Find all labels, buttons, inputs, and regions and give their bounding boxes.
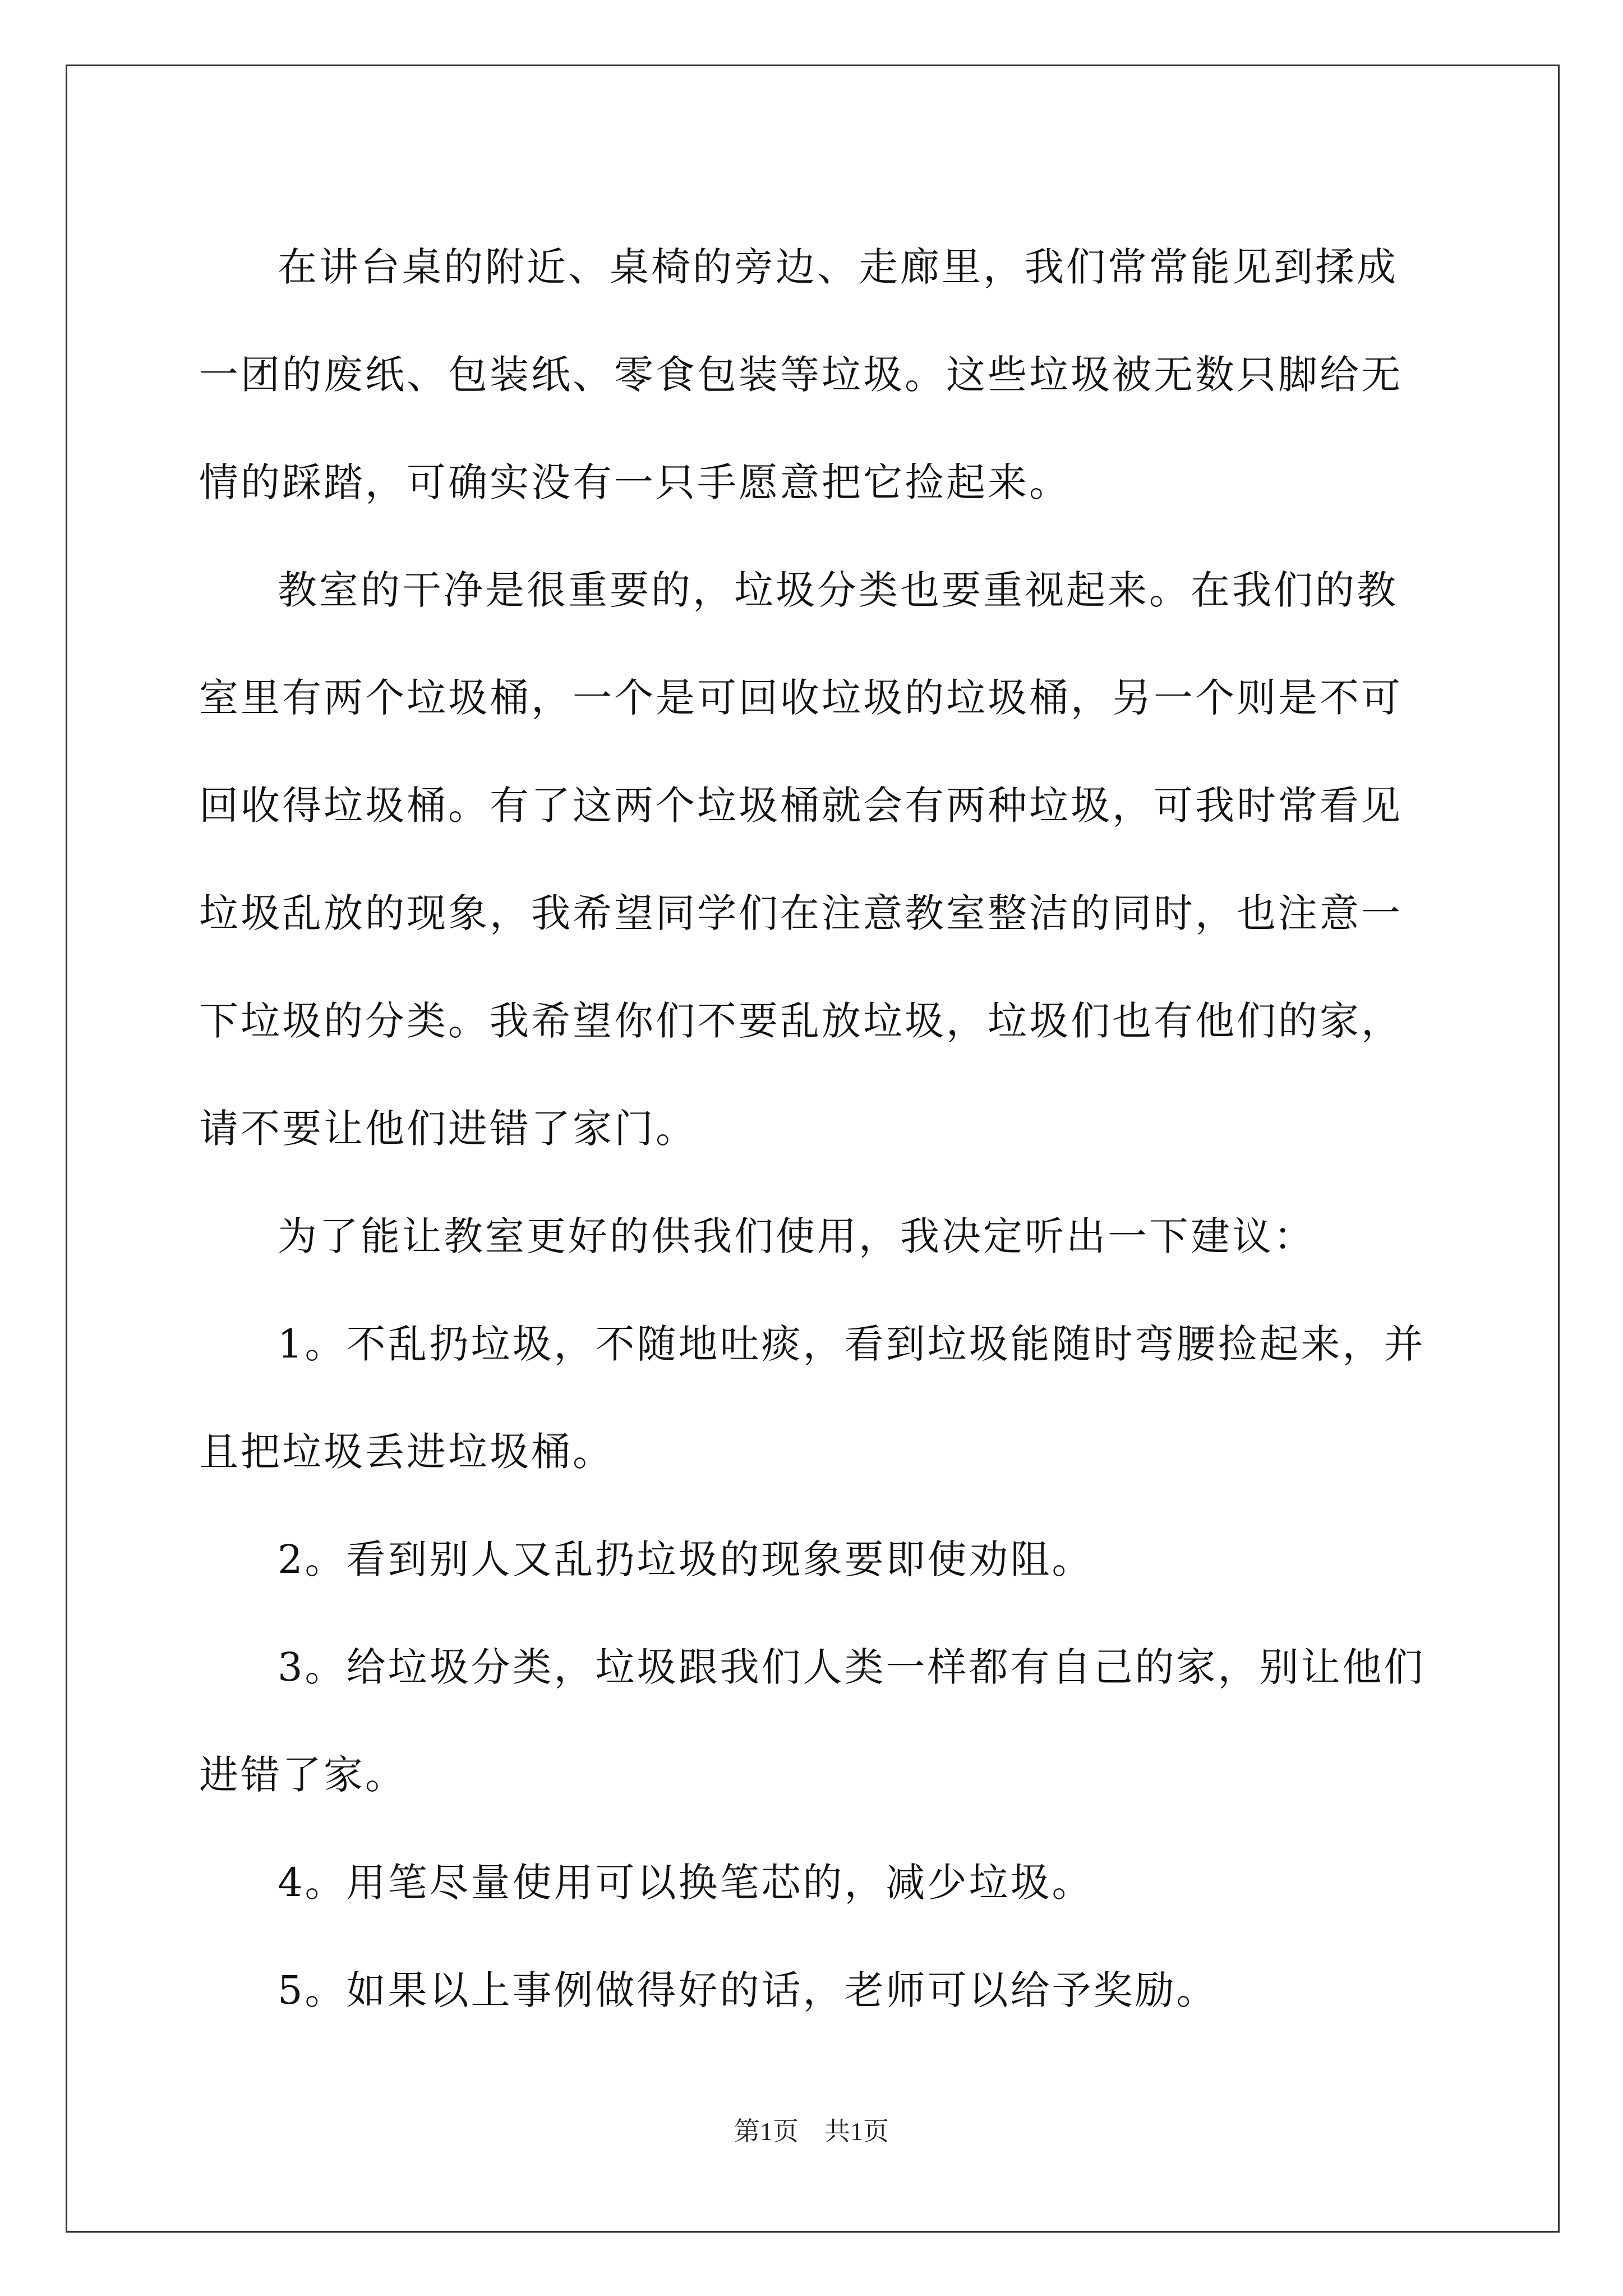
suggestion-item-4: 4。用笔尽量使用可以换笔芯的，减少垃圾。 (278, 1860, 1094, 1906)
paragraph-classification: 教室的干净是很重要的，垃圾分类也要重视起来。在我们的教室里有两个垃圾桶，一个是可回收垃圾的垃圾桶，另一个则是不可回收得垃圾桶。有了这两个垃圾桶就会有两种垃圾，可我时常看见垃圾乱放的现象，我希望同学们在注意教室整洁的同时，也注意一下垃圾的分类。我希望你们不要乱放垃圾，垃圾们也有他们的家，请不要让他们进错了家门。 (199, 567, 1403, 1152)
paragraph-suggestion-lead: 为了能让教室更好的供我们使用，我决定听出一下建议： (278, 1213, 1315, 1259)
paragraph-intro: 在讲台桌的附近、桌椅的旁边、走廊里，我们常常能见到揉成一团的废纸、包装纸、零食包装等垃圾。这些垃圾被无数只脚给无情的踩踏，可确实没有一只手愿意把它捡起来。 (199, 244, 1403, 505)
suggestion-item-5: 5。如果以上事例做得好的话，老师可以给予奖励。 (278, 1967, 1218, 2013)
document-body (199, 213, 1433, 2044)
suggestion-item-1: 1。不乱扔垃圾，不随地吐痰，看到垃圾能随时弯腰捡起来，并且把垃圾丢进垃圾桶。 (199, 1321, 1426, 1475)
suggestion-item-2: 2。看到别人又乱扔垃圾的现象要即使劝阻。 (278, 1536, 1094, 1582)
suggestion-item-3: 3。给垃圾分类，垃圾跟我们人类一样都有自己的家，别让他们进错了家。 (199, 1644, 1426, 1798)
page-footer: 第1页 共1页 (734, 2117, 889, 2146)
